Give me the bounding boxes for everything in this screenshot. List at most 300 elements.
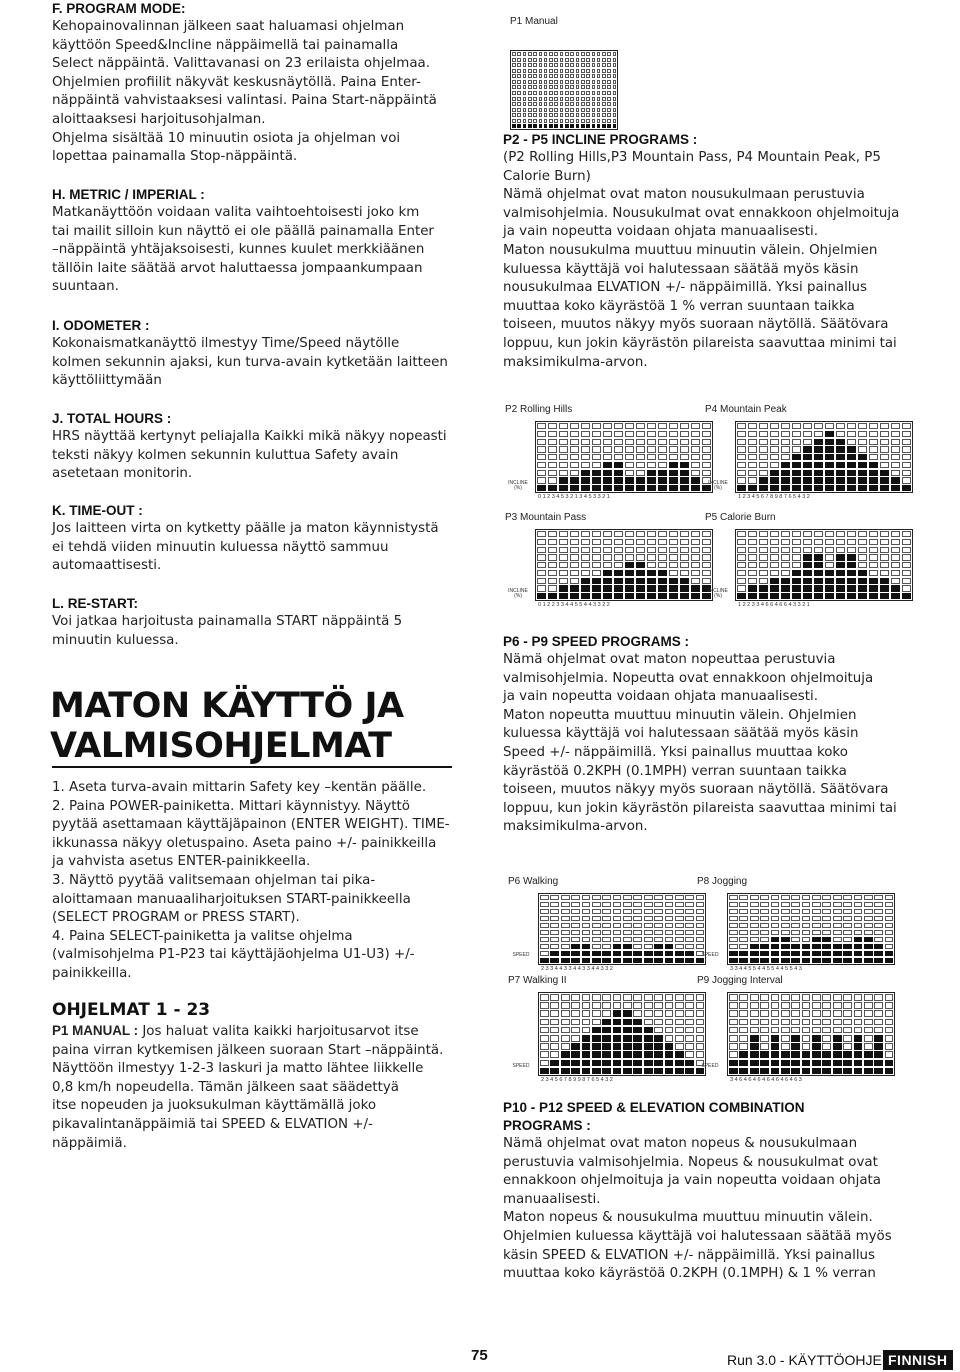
graph-cell	[858, 477, 867, 483]
graph-cell	[814, 423, 823, 429]
graph-cell	[549, 124, 553, 128]
graph-cell	[654, 951, 663, 956]
graph-cell	[523, 97, 527, 101]
graph-cell	[759, 578, 768, 584]
graph-cell	[592, 531, 601, 537]
graph-cell	[760, 951, 769, 956]
graph-cell	[739, 958, 748, 963]
graph-cell	[559, 570, 568, 576]
graph-cell	[592, 923, 601, 928]
graph-cell	[602, 69, 606, 73]
graph-cell	[613, 951, 622, 956]
graph-cell	[561, 951, 570, 956]
graph-cell	[864, 909, 873, 914]
graph-cell	[854, 930, 863, 935]
graph-cell	[602, 119, 606, 123]
graph-cell	[581, 124, 585, 128]
graph-cell	[644, 1027, 653, 1034]
graph-cell	[792, 431, 801, 437]
graph-cell	[771, 1010, 780, 1017]
text-line: valmisohjelmia. Nousukulmat ovat ennakkoon ohjelmoituja	[503, 205, 900, 221]
graph-cell	[570, 69, 574, 73]
graph-cell	[891, 570, 900, 576]
graph-cell	[559, 423, 568, 429]
graph-cell	[539, 69, 543, 73]
graph-cell	[781, 423, 790, 429]
graph-cell	[737, 423, 746, 429]
graph-cell	[539, 124, 543, 128]
graph-cell	[748, 470, 757, 476]
graph-cell	[550, 1051, 559, 1058]
graph-cell	[902, 462, 911, 468]
graph-cell	[802, 1027, 811, 1034]
graph-cell	[614, 485, 623, 491]
graph-cell	[729, 1010, 738, 1017]
graph-cell	[633, 930, 642, 935]
graph-cell	[825, 547, 834, 553]
graph-cell	[781, 944, 790, 949]
graph-cell	[874, 937, 883, 942]
graph-cell	[825, 531, 834, 537]
graph-cell	[592, 1027, 601, 1034]
graph-cell	[581, 113, 585, 117]
graph-cell	[737, 593, 746, 599]
graph-cell	[748, 485, 757, 491]
graph-cell	[592, 74, 596, 78]
graph-cell	[544, 124, 548, 128]
graph-cell	[523, 85, 527, 89]
graph-cell	[750, 958, 759, 963]
graph-cell	[633, 951, 642, 956]
graph-cell	[592, 124, 596, 128]
graph-cell	[770, 570, 779, 576]
graph-cell	[812, 909, 821, 914]
graph-y-label: INCLINE (%)	[508, 588, 528, 599]
graph-title: P4 Mountain Peak	[705, 404, 787, 415]
graph-cell	[592, 439, 601, 445]
graph-cell	[654, 1002, 663, 1009]
graph-cell	[843, 1060, 852, 1067]
graph-cell	[602, 994, 611, 1001]
graph-cell	[581, 578, 590, 584]
graph-cell	[523, 119, 527, 123]
graph-cell	[586, 102, 590, 106]
graph-grid	[727, 992, 895, 1076]
graph-cell	[812, 1002, 821, 1009]
graph-cell	[614, 439, 623, 445]
p1-text	[52, 1042, 462, 1154]
graph-cell	[822, 1068, 831, 1075]
graph-cell	[512, 58, 516, 62]
graph-cell	[814, 554, 823, 560]
graph-cell	[625, 578, 634, 584]
graph-cell	[554, 102, 558, 106]
graph-cell	[836, 477, 845, 483]
graph-cell	[565, 80, 569, 84]
graph-grid	[535, 421, 713, 493]
graph-cell	[685, 937, 694, 942]
graph-cell	[559, 578, 568, 584]
text-line: Jos laitteen virta on kytketty päälle ja maton käynnistystä	[52, 521, 439, 536]
graph-cell	[581, 470, 590, 476]
graph-cell	[665, 1043, 674, 1050]
graph-cell	[781, 895, 790, 900]
graph-cell	[571, 1068, 580, 1075]
graph-cell	[665, 895, 674, 900]
graph-cell	[623, 923, 632, 928]
graph-cell	[675, 895, 684, 900]
graph-cell	[544, 113, 548, 117]
graph-cell	[869, 547, 878, 553]
graph-cell	[517, 113, 521, 117]
graph-cell	[843, 944, 852, 949]
graph-cell	[812, 1010, 821, 1017]
graph-cell	[760, 1068, 769, 1075]
graph-cell	[613, 916, 622, 921]
graph-cell	[680, 570, 689, 576]
graph-cell	[602, 124, 606, 128]
graph-cell	[597, 69, 601, 73]
graph-x-values: 1 2 2 3 3 4 6 6 4 6 6 4 3 3 2 1	[738, 602, 810, 608]
graph-cell	[902, 547, 911, 553]
graph-cell	[582, 916, 591, 921]
graph-cell	[570, 423, 579, 429]
graph-cell	[814, 446, 823, 452]
graph-cell	[869, 554, 878, 560]
graph-cell	[592, 485, 601, 491]
graph-cell	[537, 439, 546, 445]
graph-cell	[791, 902, 800, 907]
graph-cell	[523, 113, 527, 117]
graph-cell	[836, 554, 845, 560]
graph-cell	[729, 951, 738, 956]
graph-cell	[814, 593, 823, 599]
graph-cell	[592, 1043, 601, 1050]
graph-cell	[770, 470, 779, 476]
graph-cell	[549, 52, 553, 56]
graph-cell	[812, 902, 821, 907]
graph-cell	[565, 113, 569, 117]
graph-cell	[880, 570, 889, 576]
graph-cell	[675, 1019, 684, 1026]
graph-cell	[771, 930, 780, 935]
section-p2-p5-text	[503, 149, 923, 372]
graph-cell	[812, 930, 821, 935]
graph-cell	[685, 1002, 694, 1009]
graph-cell	[802, 1002, 811, 1009]
graph-cell	[592, 1051, 601, 1058]
graph-cell	[669, 446, 678, 452]
graph-cell	[561, 1068, 570, 1075]
graph-cell	[603, 454, 612, 460]
graph-cell	[781, 1068, 790, 1075]
graph-cell	[902, 585, 911, 591]
graph-cell	[669, 578, 678, 584]
graph-cell	[581, 593, 590, 599]
graph-cell	[533, 91, 537, 95]
graph-cell	[602, 102, 606, 106]
graph-cell	[750, 1051, 759, 1058]
graph-cell	[647, 446, 656, 452]
graph-cell	[781, 585, 790, 591]
graph-cell	[602, 1051, 611, 1058]
graph-cell	[565, 124, 569, 128]
graph-cell	[847, 547, 856, 553]
graph-cell	[869, 462, 878, 468]
graph-cell	[869, 578, 878, 584]
graph-cell	[748, 531, 757, 537]
graph-cell	[685, 930, 694, 935]
section-j-text	[52, 428, 462, 484]
graph-cell	[843, 1002, 852, 1009]
graph-cell	[636, 531, 645, 537]
graph-cell	[771, 909, 780, 914]
graph-cell	[792, 585, 801, 591]
graph-cell	[836, 454, 845, 460]
graph-cell	[658, 593, 667, 599]
graph-cell	[592, 97, 596, 101]
p1-first-line-wrap	[52, 1022, 462, 1042]
graph-cell	[602, 895, 611, 900]
graph-cell	[802, 958, 811, 963]
graph-cell	[825, 485, 834, 491]
graph-cell	[658, 446, 667, 452]
graph-cell	[517, 91, 521, 95]
graph-cell	[665, 1027, 674, 1034]
p1-first-line	[52, 1022, 462, 1042]
graph-cell	[802, 937, 811, 942]
graph-cell	[658, 454, 667, 460]
graph-cell	[654, 1035, 663, 1042]
graph-cell	[792, 593, 801, 599]
graph-cell	[548, 470, 557, 476]
graph-cell	[781, 470, 790, 476]
graph-cell	[739, 994, 748, 1001]
graph-cell	[771, 1051, 780, 1058]
graph-cell	[571, 1027, 580, 1034]
graph-cell	[636, 578, 645, 584]
graph-cell	[582, 1035, 591, 1042]
graph-cell	[540, 1035, 549, 1042]
graph-cell	[885, 1043, 894, 1050]
graph-cell	[533, 85, 537, 89]
graph-cell	[858, 593, 867, 599]
graph-cell	[781, 446, 790, 452]
graph-cell	[539, 108, 543, 112]
graph-cell	[739, 895, 748, 900]
graph-cell	[822, 895, 831, 900]
text-line: aloittaaksesi harjoitusohjalman.	[52, 111, 266, 127]
graph-cell	[675, 909, 684, 914]
main-title	[50, 686, 404, 766]
graph-cell	[554, 58, 558, 62]
graph-cell	[729, 1002, 738, 1009]
graph-cell	[561, 1035, 570, 1042]
graph-cell	[843, 916, 852, 921]
graph-cell	[625, 547, 634, 553]
graph-cell	[603, 446, 612, 452]
graph-cell	[603, 485, 612, 491]
graph-cell	[869, 531, 878, 537]
graph-cell	[781, 1043, 790, 1050]
graph-cell	[822, 951, 831, 956]
graph-cell	[802, 930, 811, 935]
graph-cell	[885, 937, 894, 942]
graph-cell	[582, 923, 591, 928]
graph-cell	[781, 578, 790, 584]
graph-cell	[625, 431, 634, 437]
graph-cell	[549, 63, 553, 67]
graph-cell	[512, 102, 516, 106]
graph-cell	[570, 124, 574, 128]
graph-cell	[843, 930, 852, 935]
graph-cell	[836, 562, 845, 568]
graph-cell	[633, 923, 642, 928]
graph-cell	[691, 477, 700, 483]
graph-cell	[565, 102, 569, 106]
graph-cell	[781, 958, 790, 963]
graph-cell	[885, 944, 894, 949]
graph-cell	[647, 485, 656, 491]
graph-cell	[559, 554, 568, 560]
graph-cell	[613, 1027, 622, 1034]
graph-cell	[597, 63, 601, 67]
graph-cell	[833, 1068, 842, 1075]
graph-cell	[625, 485, 634, 491]
graph-cell	[586, 58, 590, 62]
text-line: muuttaa koko käyrästöä 0.2KPH (0.1MPH) & 1 % verran	[503, 1266, 876, 1282]
graph-cell	[680, 462, 689, 468]
graph-cell	[636, 585, 645, 591]
graph-cell	[902, 578, 911, 584]
graph-cell	[874, 916, 883, 921]
graph-cell	[625, 585, 634, 591]
graph-cell	[802, 1068, 811, 1075]
graph-cell	[540, 994, 549, 1001]
graph-cell	[517, 74, 521, 78]
graph-cell	[614, 593, 623, 599]
graph-cell	[625, 477, 634, 483]
graph-cell	[571, 1019, 580, 1026]
graph-cell	[833, 1019, 842, 1026]
graph-cell	[665, 923, 674, 928]
graph-cell	[822, 930, 831, 935]
graph-cell	[836, 547, 845, 553]
heading-speed-programs: P6 - P9 SPEED PROGRAMS :	[503, 634, 690, 649]
section-l-text	[52, 613, 462, 650]
graph-cell	[540, 1043, 549, 1050]
graph-cell	[781, 570, 790, 576]
graph-cell	[586, 124, 590, 128]
graph-cell	[729, 1068, 738, 1075]
graph-cell	[658, 423, 667, 429]
graph-cell	[685, 1043, 694, 1050]
graph-cell	[582, 1060, 591, 1067]
graph-cell	[680, 477, 689, 483]
graph-cell	[614, 570, 623, 576]
graph-cell	[750, 1035, 759, 1042]
graph-cell	[533, 80, 537, 84]
graph-cell	[803, 562, 812, 568]
graph-cell	[561, 1051, 570, 1058]
graph-cell	[571, 958, 580, 963]
graph-cell	[570, 113, 574, 117]
graph-cell	[781, 562, 790, 568]
graph-cell	[737, 454, 746, 460]
graph-cell	[613, 97, 617, 101]
graph-cell	[613, 944, 622, 949]
graph-cell	[528, 108, 532, 112]
graph-cell	[597, 80, 601, 84]
graph-cell	[669, 454, 678, 460]
graph-cell	[669, 570, 678, 576]
graph-cell	[539, 74, 543, 78]
graph-cell	[540, 1027, 549, 1034]
graph-cell	[548, 462, 557, 468]
graph-cell	[847, 531, 856, 537]
graph-title: P3 Mountain Pass	[505, 512, 587, 523]
graph-cell	[902, 439, 911, 445]
graph-cell	[623, 902, 632, 907]
graph-cell	[737, 439, 746, 445]
graph-cell	[540, 930, 549, 935]
graph-cell	[902, 593, 911, 599]
graph-cell	[833, 1002, 842, 1009]
graph-cell	[750, 951, 759, 956]
graph-cell	[602, 1019, 611, 1026]
graph-cell	[854, 895, 863, 900]
graph-cell	[836, 446, 845, 452]
graph-cell	[864, 902, 873, 907]
graph-cell	[603, 462, 612, 468]
graph-cell	[759, 539, 768, 545]
graph-cell	[523, 108, 527, 112]
graph-cell	[760, 916, 769, 921]
graph-cell	[658, 585, 667, 591]
graph-cell	[544, 80, 548, 84]
graph-cell	[902, 562, 911, 568]
graph-cell	[602, 52, 606, 56]
graph-cell	[822, 958, 831, 963]
graph-cell	[644, 930, 653, 935]
graph-cell	[760, 937, 769, 942]
text-line: Speed +/- näppäimillä. Yksi painallus muuttaa koko	[503, 744, 848, 760]
graph-cell	[544, 108, 548, 112]
graph-cell	[885, 1027, 894, 1034]
graph-cell	[874, 1051, 883, 1058]
graph-cell	[822, 1010, 831, 1017]
graph-cell	[592, 58, 596, 62]
graph-cell	[685, 902, 694, 907]
graph-cell	[885, 994, 894, 1001]
graph-cell	[781, 1051, 790, 1058]
graph-cell	[571, 895, 580, 900]
graph-cell	[512, 52, 516, 56]
graph-cell	[771, 994, 780, 1001]
graph-cell	[576, 63, 580, 67]
graph-cell	[802, 895, 811, 900]
graph-cell	[607, 108, 611, 112]
graph-cell	[792, 470, 801, 476]
section-f-text	[52, 18, 462, 167]
graph-cell	[570, 52, 574, 56]
graph-cell	[833, 1035, 842, 1042]
graph-cell	[771, 1027, 780, 1034]
graph-cell	[592, 470, 601, 476]
graph-cell	[597, 113, 601, 117]
graph-cell	[636, 423, 645, 429]
graph-cell	[549, 119, 553, 123]
